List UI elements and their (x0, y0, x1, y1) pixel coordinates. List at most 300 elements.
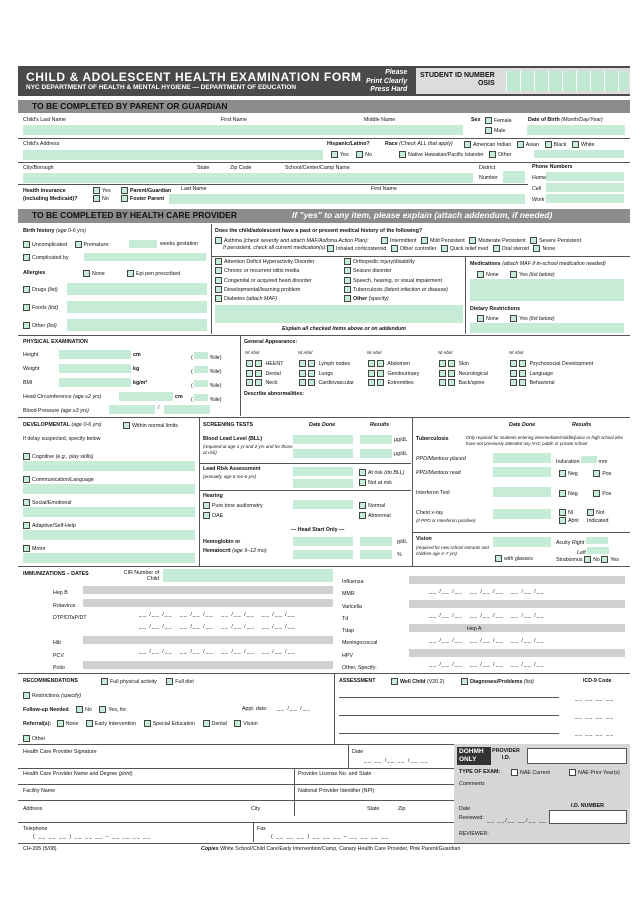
hgb-result[interactable] (360, 537, 392, 546)
middle-name-label: Middle Name (364, 117, 396, 123)
lead-date-1[interactable] (293, 467, 353, 476)
height-percentile[interactable] (194, 352, 208, 359)
other-allergy-checkbox[interactable] (23, 322, 30, 329)
neuro-nl[interactable] (439, 370, 446, 377)
lead-risk-label: Lead Risk Assessment (203, 466, 261, 472)
reviewed-date-field[interactable]: __ __/__ __/__ __ (487, 818, 547, 824)
lymph-nl[interactable] (299, 360, 306, 367)
dev-cognitive-checkbox[interactable] (23, 453, 30, 460)
race-white-checkbox[interactable] (572, 141, 579, 148)
hearing-abnormal-checkbox[interactable] (359, 512, 366, 519)
if-persistent-label: If persistent, check all current medication(s): (223, 245, 327, 251)
neck-nl[interactable] (246, 379, 253, 386)
asthma-mild-checkbox[interactable] (421, 237, 428, 244)
acuity-right-field[interactable] (586, 537, 608, 544)
provider-zip-label: Zip (398, 806, 406, 812)
uncomplicated-checkbox[interactable] (23, 241, 30, 248)
asthma-severe-checkbox[interactable] (530, 237, 537, 244)
bll-result-1[interactable] (360, 435, 392, 444)
zip-label: Zip Code (230, 165, 252, 171)
race-pacific-islander-checkbox[interactable] (399, 151, 406, 158)
acuity-left-field[interactable] (587, 547, 609, 554)
student-id-digit[interactable] (604, 71, 618, 91)
adhd-checkbox[interactable] (215, 258, 222, 265)
provider-state-label: State (367, 806, 380, 812)
facility-label: Facility Name (23, 788, 56, 794)
asthma-checkbox[interactable] (215, 237, 222, 244)
behavioral-abnl[interactable] (519, 379, 526, 386)
bll-date-2[interactable] (293, 449, 353, 458)
first-name-label: First Name (221, 117, 247, 123)
neuro-abnl[interactable] (448, 370, 455, 377)
language-nl[interactable] (510, 370, 517, 377)
hearing-date[interactable] (293, 500, 353, 509)
lungs-nl[interactable] (299, 370, 306, 377)
impairment-checkbox[interactable] (344, 277, 351, 284)
osis-label: OSIS (477, 80, 495, 87)
pcv-label: PCV (53, 652, 64, 659)
rotavirus-label: Rotavirus (53, 602, 76, 609)
other-allergy-field[interactable] (67, 319, 207, 331)
student-id-block (416, 68, 630, 94)
developmental-heading: DEVELOPMENTAL (23, 422, 70, 428)
parent-guardian-checkbox[interactable] (121, 187, 128, 194)
race-other-checkbox[interactable] (489, 151, 496, 158)
copies-text: White School/Child Care/Early Intervention/Camp, Canary Health Care Provider, Pink Parent/Guardian (220, 846, 461, 852)
psychosocial-abnl[interactable] (519, 360, 526, 367)
bll-result-2[interactable] (360, 449, 392, 458)
parent-section-heading: TO BE COMPLETED BY PARENT OR GUARDIAN (18, 100, 630, 113)
follow-up-no-checkbox[interactable] (76, 706, 83, 713)
heart-disorder-checkbox[interactable] (215, 277, 222, 284)
bll-date-1[interactable] (293, 435, 353, 444)
provider-city-label: City (251, 806, 261, 812)
cir-number-field[interactable] (163, 569, 333, 582)
reviewed-date-label: Date (459, 806, 471, 812)
dietary-none-checkbox[interactable] (477, 315, 484, 322)
provider-section-heading: TO BE COMPLETED BY HEALTH CARE PROVIDER If "yes" to any item, please explain (attach addendum, if needed) (18, 209, 630, 223)
allergies-label: Allergies (23, 270, 46, 276)
recommendations-heading: RECOMMENDATIONS (23, 678, 78, 684)
gu-abnl[interactable] (377, 370, 384, 377)
weight-percentile[interactable] (194, 366, 208, 373)
referral-sped-checkbox[interactable] (144, 720, 151, 727)
diagnoses-checkbox[interactable] (461, 678, 468, 685)
fax-label: Fax (257, 826, 266, 832)
conditions-right: Orthopedic injury/disability Seizure disorder Speech, hearing, or visual impairment Tuberculosis (latent infection or disease) Other (specify) (344, 258, 448, 304)
hgb-date[interactable] (293, 537, 353, 546)
asthma-moderate-checkbox[interactable] (469, 237, 476, 244)
npi-label: National Provider Identifier (NPI) (298, 788, 375, 794)
other-vaccine-dates[interactable]: __ /__ /__ __ /__ /__ __ /__ /__ (429, 662, 545, 668)
neck-abnl[interactable] (255, 379, 262, 386)
weeks-label: weeks gestation (160, 241, 198, 247)
bll-label: Blood Lead Level (BLL) (203, 436, 263, 442)
student-id-digit[interactable] (548, 71, 562, 91)
varicella-label: Varicella (342, 603, 362, 610)
reviewer-label: REVIEWER: (459, 831, 489, 837)
assessment-heading: ASSESSMENT (339, 678, 376, 684)
icd9-field[interactable]: __ __ __ __ (575, 714, 614, 720)
medications-label: Medications (470, 261, 501, 267)
history-question: Does the child/adolescent have a past or present medical history of the following? (215, 228, 423, 234)
sex-label: Sex (471, 117, 481, 123)
med-inhaled-checkbox[interactable] (327, 245, 334, 252)
provider-name-label: Health Care Provider Name and Degree (23, 771, 118, 777)
med-oral-steroid-checkbox[interactable] (493, 245, 500, 252)
sig-date-label: Date (352, 749, 364, 755)
dev-cognitive-field[interactable] (23, 461, 195, 471)
pure-tone-checkbox[interactable] (203, 502, 210, 509)
drug-allergy-checkbox[interactable] (23, 286, 30, 293)
dietary-field[interactable] (470, 323, 624, 333)
tdap-label: Tdap (342, 628, 355, 635)
head-circ-field[interactable] (119, 392, 173, 401)
premature-checkbox[interactable] (75, 241, 82, 248)
igt-neg-checkbox[interactable] (559, 490, 566, 497)
appt-date-field[interactable]: __ /__ /__ (277, 706, 311, 712)
insurance-no-checkbox[interactable] (93, 195, 100, 202)
otitis-checkbox[interactable] (215, 267, 222, 274)
birth-history-label: Birth history (23, 228, 55, 234)
ppd-pos-checkbox[interactable] (593, 470, 600, 477)
influenza-label: Influenza (342, 579, 364, 585)
address-label: Child's Address (23, 141, 60, 147)
dental-nl[interactable] (246, 370, 253, 377)
dev-motor-checkbox[interactable] (23, 545, 30, 552)
rotavirus-dates[interactable] (83, 599, 333, 607)
race-other-field[interactable] (534, 150, 624, 158)
medications-none-checkbox[interactable] (477, 271, 484, 278)
extremities-nl[interactable] (368, 379, 375, 386)
medications-yes-checkbox[interactable] (510, 271, 517, 278)
screening-heading: SCREENING TESTS (203, 422, 254, 428)
provider-id-label: PROVIDER I.D. (492, 748, 520, 761)
cardio-nl[interactable] (299, 379, 306, 386)
diagnosis-line[interactable] (339, 715, 559, 716)
tuberculosis-checkbox[interactable] (344, 286, 351, 293)
guardian-name-field[interactable] (169, 194, 525, 204)
general-appearance-label: General Appearance: (244, 339, 298, 345)
with-glasses-checkbox[interactable] (495, 555, 502, 562)
bmi-label: BMI (23, 380, 33, 386)
skin-abnl[interactable] (448, 360, 455, 367)
epi-pen-checkbox[interactable] (127, 270, 134, 277)
icd9-field[interactable]: __ __ __ __ (575, 731, 614, 737)
number-label: Number (479, 175, 498, 181)
student-id-label: STUDENT ID NUMBER (420, 72, 495, 79)
bmi-field[interactable] (59, 378, 131, 387)
copies-label: Copies (201, 846, 219, 852)
dob-label: Date of Birth (Month/Day/Year) (528, 117, 603, 123)
abdomen-nl[interactable] (368, 360, 375, 367)
student-id-digit[interactable] (534, 71, 548, 91)
bp-diastolic-field[interactable] (164, 405, 210, 414)
ppd-neg-checkbox[interactable] (559, 470, 566, 477)
head-start-label: — Head Start Only — (291, 527, 345, 533)
weight-label: Weight (23, 366, 40, 372)
back-nl[interactable] (439, 379, 446, 386)
hib-label: Hib (53, 640, 61, 646)
hgb-label: Hemoglobin or (203, 539, 241, 545)
xray-abnl-checkbox[interactable] (559, 517, 566, 524)
tb-label: Tuberculosis (416, 436, 449, 442)
back-abnl[interactable] (448, 379, 455, 386)
meningococcal-label: Meningococcal (342, 640, 378, 647)
ppd-read-date[interactable] (493, 467, 551, 477)
diagnosis-line[interactable] (339, 733, 559, 734)
hispanic-label: Hispanic/Latino? (327, 141, 370, 147)
bmi-percentile[interactable] (194, 380, 208, 387)
race-asian-checkbox[interactable] (517, 141, 524, 148)
child-name-field[interactable] (23, 125, 463, 135)
health-exam-form: CHILD & ADOLESCENT HEALTH EXAMINATION FORM NYC DEPARTMENT OF HEALTH & MENTAL HYGIENE — DEPARTMENT OF EDUCATION Please Print Clearly Press Hard STUDENT ID NUMBER OSIS TO BE COMPLETED BY PARENT OR GUARDIAN Child's Last Name First Name Middle Name Sex Female Male Date of Birth (Month/Day/Year) Child's Address Hispanic/Latino? Yes No Race (Check ALL that apply) American Indian Asian Black White Native Hawaiian/Pacific Islander Other City/Borough State Zip Code School/Center/Camp Name District Number Phone Numbers Home Cell Work Health insurance (including Medicaid)? Yes No Parent/Guardian Foster Parent Last Name First Name TO BE COMPLETED BY HEALTH CARE PROVIDER If "yes" to any item, please explain (attach addendum, if needed) Birth history (age 0-6 yrs) Uncomplicated Premature: weeks gestation Complicated by Allergies None Epi pen prescribed Drugs (list) Foods (list) Other (list) Does the child/adolescent have a past or present medical history of the following? Asthma (check severity and attach MAF/Asthma Action Plan): Intermittent Mild Persistent Moderate Persistent Severe Persistent If persistent, check all current medication(s): Inhaled corticosteroid Other controller Quick relief med Oral steroid None Attention Deficit Hyperactivity Disorder Chronic or recurrent otitis media Congenital or acquired heart disorder Developmental/learning problem Diabetes (attach MAF) Orthopedic injury/disability Seizure disorder Speech, hearing, or visual impairment Tuberculosis (latent infection or disease) Other (specify) Explain all checked items above or on addendum Medications (attach MAF if in-school medication needed) None Yes (list below) Dietary Restrictions None Yes (list below) PHYSICAL EXAMINATION Height cm Weight kg BMI kg/m² Head Circumference (age ≤2 yrs) cm Blood Pressure (age ≥3 yrs) / ( %ile) ( %ile) ( %ile) ( %ile) General Appearance: Nl Abnl Nl Abnl Nl Abnl Nl Abnl Nl Abnl HEENT Dental Neck Lymph nodes Lungs Cardiovascular Abdomen Genitourinary Extremities Skin Neurological Back/spine Psychosocial Development Language Behavioral Describe abnormalities: DEVELOPMENTAL (age 0-6 yrs) Within normal limits If delay suspected, specify below Cognitive (e.g., play skills) Communication/Language Social/Emotional Adaptive/Self-Help Motor SCREENING TESTS Date Done Results Blood Lead Level (BLL) (required at age 1 yr and 2 yrs and for those at risk) µg/dL µg/dL Lead Risk Assessment (annually, age 6 mo-6 yrs) At risk (do BLL) Not at risk Hearing Pure tone audiometry OAE Normal Abnormal — Head Start Only — Hemoglobin or Hematocrit (age 9–12 mo) g/dL % Date Done Results Tuberculosis Only required for students entering intermediate/middle/junior or high school who have not previously attended any NYC public or private school PPD/Mantoux placed Induration mm PPD/Mantoux read Neg Pos Interferon Test Neg Pos Chest x-ray (if PPD or Interferon positive) Nl Abnl Not Indicated Vision (required for new school entrants and children age 4–7 yrs) with glasses Acuity Right Left Strabismus No Yes IMMUNIZATIONS – DATES CIR Number of Child Hep B Rotavirus DTP/DTaP/DT Hib PCV Polio __ /__ /__ __ /__ /__ __ /__ /__ __ /__ /__ __ /__ /__ __ /__ /__ __ /__ /__ __ /__ /__ __ /__ /__ __ /__ /__ __ /__ /__ __ /__ /__ Influenza MMR Varicella Td Tdap Meningococcal HPV Other, Specify: __ /__ /__ __ /__ /__ __ /__ /__ __ /__ /__ __ /__ /__ __ /__ /__ Hep A __ /__ /__ __ /__ /__ __ /__ /__ __ /__ /__ __ /__ /__ __ /__ /__ RECOMMENDATIONS Full physical activity Full diet Restrictions (specify) Follow-up Needed No Yes, for Appt. date: __ /__ /__ Referral(s): None Early Intervention Special Education Dental Vision Other ASSESSMENT Well Child (V20.2) Diagnoses/Problems (list) ICD-9 Code __ __ __ __ __ __ __ __ __ __ __ __ Health Care Provider Signature Date __ __ /__ __ /__ __ Health Care Provider Name and Degree (print) Provider License No. and State Facility Name National Provider Identifier (NPI) Address City State Zip Telephone ( __ __ __ ) __ __ __ – __ __ __ __ Fax ( __ __ __ ) __ __ __ – __ __ __ __ DOHMH ONLY PROVIDER I.D. TYPE OF EXAM: NAE Current NAE Prior Year(s) Comments Date Reviewed: __ __/__ __/__ __ I.D. NUMBER REVIEWER: CH-205 (5/08) Copies White School/Child Care/Early Intervention/Camp, Canary Health Care Provider, Pink Parent/Guardian (9, 0, 631, 890)
dev-normal-checkbox[interactable] (123, 422, 130, 429)
orthopedic-checkbox[interactable] (344, 258, 351, 265)
race-black-checkbox[interactable] (545, 141, 552, 148)
food-allergy-checkbox[interactable] (23, 304, 30, 311)
mmr-label: MMR (342, 591, 355, 598)
referral-vision-checkbox[interactable] (234, 720, 241, 727)
reviewed-label: Reviewed: (459, 815, 484, 821)
dev-social-field[interactable] (23, 507, 195, 517)
vision-date[interactable] (493, 537, 551, 547)
interferon-date[interactable] (493, 487, 551, 497)
full-diet-checkbox[interactable] (166, 678, 173, 685)
influenza-dates[interactable] (409, 576, 625, 584)
student-id-digit[interactable] (576, 71, 590, 91)
dev-social-checkbox[interactable] (23, 499, 30, 506)
fax-field[interactable]: ( __ __ __ ) __ __ __ – __ __ __ __ (271, 834, 390, 840)
dtp-dates-2[interactable]: __ /__ /__ __ /__ /__ __ /__ /__ __ /__ /__ (139, 624, 296, 630)
complicated-field[interactable] (84, 253, 206, 261)
history-explain-field[interactable] (215, 305, 463, 323)
dietary-label: Dietary Restrictions (470, 306, 521, 312)
bp-systolic-field[interactable] (109, 405, 155, 414)
xray-nl-checkbox[interactable] (559, 509, 566, 516)
dob-field[interactable] (527, 125, 625, 135)
med-other-controller-checkbox[interactable] (391, 245, 398, 252)
hep-a-label: Hep A (467, 626, 482, 632)
telephone-field[interactable]: ( __ __ __ ) __ __ __ – __ __ __ __ (33, 834, 152, 840)
immunizations-heading: IMMUNIZATIONS – DATES (23, 571, 89, 577)
provider-address-label: Address (23, 806, 43, 812)
district-label: District (479, 165, 496, 171)
student-id-digit[interactable] (506, 71, 520, 91)
dev-adaptive-checkbox[interactable] (23, 522, 30, 529)
provider-id-field[interactable] (527, 748, 627, 764)
at-risk-checkbox[interactable] (359, 469, 366, 476)
xray-date[interactable] (493, 509, 551, 519)
medications-field[interactable] (470, 279, 624, 301)
form-subtitle: NYC DEPARTMENT OF HEALTH & MENTAL HYGIENE — DEPARTMENT OF EDUCATION (26, 84, 297, 91)
extremities-abnl[interactable] (377, 379, 384, 386)
head-percentile[interactable] (194, 394, 208, 401)
delay-label: If delay suspected, specify below (23, 436, 101, 442)
diagnosis-line[interactable] (339, 697, 559, 698)
foster-parent-checkbox[interactable] (121, 195, 128, 202)
ppd-placed-label: PPD/Mantoux placed (416, 456, 466, 462)
hct-date[interactable] (293, 550, 353, 559)
explain-note: Explain all checked items above or on addendum (282, 326, 406, 332)
dev-adaptive-field[interactable] (23, 530, 195, 540)
complicated-checkbox[interactable] (23, 254, 30, 261)
height-field[interactable] (59, 350, 131, 359)
hispanic-no-checkbox[interactable] (356, 151, 363, 158)
tdap-dates[interactable] (409, 624, 625, 632)
med-quick-relief-checkbox[interactable] (441, 245, 448, 252)
xray-label: Chest x-ray (416, 510, 444, 516)
td-label: Td (342, 615, 349, 622)
district-field[interactable] (503, 171, 525, 183)
diabetes-checkbox[interactable] (215, 295, 222, 302)
pcv-dates[interactable]: __ /__ /__ __ /__ /__ __ /__ /__ __ /__ /__ (139, 649, 296, 655)
last-name-label: Child's Last Name (23, 117, 66, 123)
oae-checkbox[interactable] (203, 512, 210, 519)
interferon-label: Interferon Test (416, 490, 450, 496)
referrals-label: Referral(s): (23, 720, 52, 727)
home-phone-field[interactable] (546, 172, 624, 181)
dtp-label: DTP/DTaP/DT (53, 615, 87, 621)
address-field[interactable] (23, 150, 323, 160)
referral-other-checkbox[interactable] (23, 735, 30, 742)
type-exam-label: TYPE OF EXAM: (459, 769, 501, 775)
referral-dental-checkbox[interactable] (203, 720, 210, 727)
follow-up-yes-checkbox[interactable] (99, 706, 106, 713)
full-physical-checkbox[interactable] (101, 678, 108, 685)
gu-nl[interactable] (368, 370, 375, 377)
telephone-label: Telephone (23, 826, 48, 832)
allergies-none-checkbox[interactable] (83, 270, 90, 277)
med-none-checkbox[interactable] (533, 245, 540, 252)
developmental-problem-checkbox[interactable] (215, 286, 222, 293)
heent-nl[interactable] (246, 360, 253, 367)
lungs-abnl[interactable] (308, 370, 315, 377)
weight-field[interactable] (59, 364, 131, 373)
strabismus-yes-checkbox[interactable] (601, 556, 608, 563)
ppd-read-label: PPD/Mantoux read (416, 470, 461, 476)
well-child-checkbox[interactable] (391, 678, 398, 685)
cell-label: Cell (532, 186, 542, 192)
induration-field[interactable] (581, 456, 597, 463)
comments-label: Comments (459, 781, 485, 787)
asthma-intermittent-checkbox[interactable] (381, 237, 388, 244)
dev-motor-field[interactable] (23, 553, 195, 563)
work-label: Work (532, 197, 545, 203)
race-label: Race (385, 141, 398, 147)
dev-communication-checkbox[interactable] (23, 476, 30, 483)
phone-label: Phone Numbers (532, 164, 573, 170)
hpv-label: HPV (342, 652, 353, 659)
food-allergy-field[interactable] (67, 301, 207, 313)
behavioral-nl[interactable] (510, 379, 517, 386)
hep-b-dates[interactable] (83, 586, 333, 594)
polio-dates[interactable] (83, 661, 333, 669)
skin-nl[interactable] (439, 360, 446, 367)
student-id-digit[interactable] (520, 71, 534, 91)
form-title: CHILD & ADOLESCENT HEALTH EXAMINATION FORM (26, 70, 362, 84)
other-specify-label: Other, Specify: (342, 665, 377, 672)
meningococcal-dates[interactable]: __ /__ /__ __ /__ /__ __ /__ /__ (429, 638, 545, 644)
provider-signature-label: Health Care Provider Signature (23, 749, 97, 755)
height-label: Height (23, 352, 39, 358)
reviewer-id-field[interactable] (549, 810, 627, 824)
restrictions-checkbox[interactable] (23, 692, 30, 699)
hep-b-label: Hep B (53, 590, 68, 596)
referral-ei-checkbox[interactable] (86, 720, 93, 727)
td-dates[interactable]: __ /__ /__ __ /__ /__ __ /__ /__ (429, 613, 545, 619)
city-label: City/Borough (23, 165, 54, 171)
not-at-risk-checkbox[interactable] (359, 479, 366, 486)
guardian-last-name-label: Last Name (181, 186, 207, 192)
conditions-left: Attention Deficit Hyperactivity Disorder Chronic or recurrent otitis media Congenital or acquired heart disorder Developmental/learning problem Diabetes (attach MAF) (215, 258, 314, 304)
cir-label: CIR Number of Child (123, 570, 159, 582)
hib-dates[interactable] (83, 636, 333, 644)
form-id: CH-205 (5/08) (23, 846, 57, 852)
abdomen-abnl[interactable] (377, 360, 384, 367)
seizure-checkbox[interactable] (344, 267, 351, 274)
polio-label: Polio (53, 665, 65, 671)
id-number-label: I.D. NUMBER (571, 803, 604, 809)
dental-abnl[interactable] (255, 370, 262, 377)
sig-date-field[interactable]: __ __ /__ __ /__ __ (364, 758, 429, 764)
heent-abnl[interactable] (255, 360, 262, 367)
dietary-yes-checkbox[interactable] (510, 315, 517, 322)
student-id-digit[interactable] (562, 71, 576, 91)
race-american-indian-checkbox[interactable] (464, 141, 471, 148)
student-id-digit[interactable] (590, 71, 604, 91)
describe-label: Describe abnormalities: (244, 391, 305, 397)
varicella-dates[interactable] (409, 600, 625, 608)
strabismus-no-checkbox[interactable] (584, 556, 591, 563)
cell-phone-field[interactable] (546, 183, 624, 192)
nae-prior-checkbox[interactable] (569, 769, 576, 776)
work-phone-field[interactable] (546, 194, 624, 203)
icd9-field[interactable]: __ __ __ __ (575, 696, 614, 702)
lead-date-2[interactable] (293, 479, 353, 488)
female-checkbox[interactable] (485, 117, 492, 124)
igt-pos-checkbox[interactable] (593, 490, 600, 497)
referral-none-checkbox[interactable] (57, 720, 64, 727)
hpv-dates[interactable] (409, 649, 625, 657)
language-abnl[interactable] (519, 370, 526, 377)
cardio-abnl[interactable] (308, 379, 315, 386)
vision-label: Vision (416, 536, 432, 542)
follow-up-label: Follow-up Needed (23, 706, 69, 713)
dtp-dates-1[interactable]: __ /__ /__ __ /__ /__ __ /__ /__ __ /__ /__ (139, 612, 296, 618)
hearing-normal-checkbox[interactable] (359, 502, 366, 509)
other-condition-checkbox[interactable] (344, 295, 351, 302)
icd9-label: ICD-9 Code (583, 678, 612, 684)
student-id-digit[interactable] (618, 71, 628, 91)
mmr-dates[interactable]: __ /__ /__ __ /__ /__ __ /__ /__ (429, 589, 545, 595)
lymph-abnl[interactable] (308, 360, 315, 367)
drug-allergy-field[interactable] (67, 283, 207, 295)
state-label: State (197, 165, 210, 171)
xray-not-indicated-checkbox[interactable] (587, 509, 594, 516)
ppd-placed-date[interactable] (493, 453, 551, 463)
psychosocial-nl[interactable] (510, 360, 517, 367)
physical-heading: PHYSICAL EXAMINATION (23, 339, 88, 345)
nae-current-checkbox[interactable] (511, 769, 518, 776)
city-school-field[interactable] (23, 173, 473, 183)
hispanic-yes-checkbox[interactable] (331, 151, 338, 158)
dev-communication-field[interactable] (23, 484, 195, 494)
gestation-weeks-field[interactable] (129, 240, 157, 248)
male-checkbox[interactable] (485, 127, 492, 134)
insurance-yes-checkbox[interactable] (93, 187, 100, 194)
hct-result[interactable] (360, 550, 392, 559)
